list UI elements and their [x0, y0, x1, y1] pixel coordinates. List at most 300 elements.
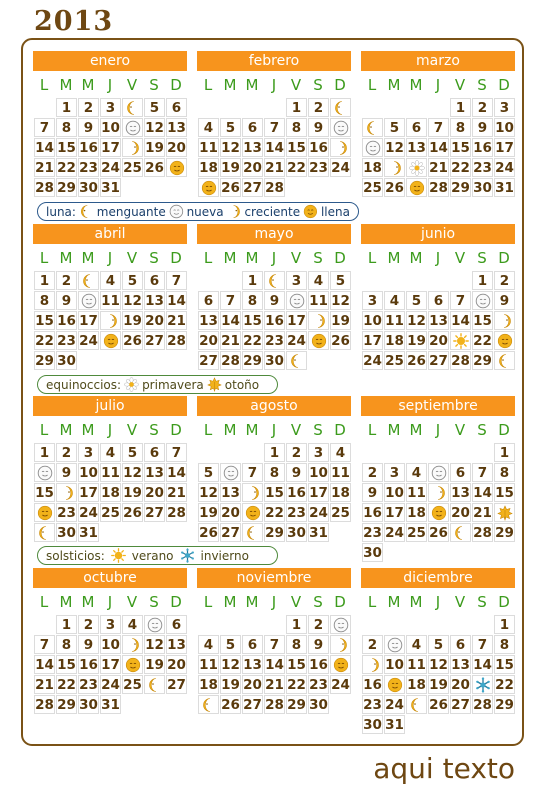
new-moon-icon: [223, 465, 239, 481]
weekday-label: V: [290, 249, 302, 267]
day-cell: 5: [122, 443, 143, 462]
day-cell: 31: [495, 179, 514, 196]
day-cell: 15: [57, 656, 76, 673]
day-cell-new-moon: [330, 118, 351, 137]
day-cell: 19: [429, 676, 448, 693]
day-cell: 14: [221, 312, 240, 329]
weekday-label: S: [477, 76, 487, 94]
day-cell-waning-moon: [144, 675, 165, 694]
weekday-label: V: [126, 76, 138, 94]
equinox-legend-spring: primavera: [142, 377, 204, 392]
day-cell: 3: [494, 98, 515, 117]
day-cell: 25: [407, 524, 426, 541]
waxing-moon-icon: [125, 140, 141, 156]
day-cell-waxing-moon: [428, 483, 449, 502]
waxing-moon-icon: [125, 637, 141, 653]
day-cell: 15: [35, 484, 54, 501]
day-cell: 8: [494, 635, 515, 654]
day-cell-waxing-moon: [330, 138, 351, 157]
waning-moon-icon: [497, 353, 513, 369]
weekday-label: M: [245, 421, 259, 439]
weekday-label: J: [271, 593, 277, 611]
day-cell: 20: [145, 312, 164, 329]
equinox-legend-autumn: otoño: [224, 377, 260, 392]
day-cell: 2: [308, 98, 329, 117]
day-cell: 21: [35, 676, 54, 693]
day-cell: 8: [264, 463, 285, 482]
new-moon-icon: [147, 617, 163, 633]
day-cell: 19: [145, 656, 164, 673]
weekday-header: [361, 248, 515, 268]
weekday-label: D: [498, 249, 510, 267]
day-cell: 1: [34, 443, 55, 462]
day-cell: 13: [145, 292, 164, 309]
weekday-label: J: [107, 249, 113, 267]
weekday-label: L: [39, 249, 49, 267]
weekday-label: S: [313, 249, 323, 267]
month-febrero: [197, 51, 351, 197]
empty-cell: [242, 98, 263, 117]
day-cell: 27: [145, 504, 164, 521]
weekday-label: M: [81, 593, 95, 611]
empty-cell: [220, 271, 241, 290]
day-cell-waxing-moon: [362, 655, 383, 674]
month-title: noviembre: [197, 568, 351, 588]
day-cell-waxing-moon: [384, 158, 405, 177]
day-cell: 29: [473, 352, 492, 369]
day-cell: 12: [385, 139, 404, 156]
weekday-label: S: [313, 76, 323, 94]
weekday-header: [197, 75, 351, 95]
day-cell: 18: [407, 504, 426, 521]
day-cell: 6: [144, 443, 165, 462]
day-cell: 19: [221, 159, 240, 176]
weekday-label: L: [367, 249, 377, 267]
day-cell: 25: [101, 504, 120, 521]
day-grid: [361, 97, 515, 197]
moon-legend-waning: menguante: [96, 204, 166, 219]
day-cell: 27: [243, 696, 262, 713]
day-cell: 9: [78, 635, 99, 654]
day-cell: 28: [167, 332, 186, 349]
day-cell: 30: [473, 179, 492, 196]
day-cell: 18: [363, 159, 382, 176]
day-cell: 4: [330, 443, 351, 462]
day-cell-waning-moon: [286, 351, 307, 370]
weekday-label: D: [498, 421, 510, 439]
day-cell-autumn-equinox: [494, 503, 515, 522]
waning-moon-icon: [289, 353, 305, 369]
weekday-label: D: [334, 421, 346, 439]
weekday-label: M: [245, 249, 259, 267]
day-cell: 13: [407, 139, 426, 156]
day-cell: 16: [79, 656, 98, 673]
day-cell: 13: [145, 464, 164, 481]
day-cell: 9: [78, 118, 99, 137]
day-cell: 11: [385, 312, 404, 329]
day-cell: 30: [309, 696, 328, 713]
full-moon-icon: [201, 180, 217, 196]
empty-cell: [384, 443, 405, 462]
day-cell: 7: [166, 443, 187, 462]
day-cell: 19: [199, 504, 218, 521]
weekday-label: M: [387, 249, 401, 267]
day-cell: 8: [242, 291, 263, 310]
day-cell: 3: [384, 463, 405, 482]
full-moon-icon: [103, 333, 119, 349]
day-cell: 2: [78, 98, 99, 117]
day-cell-waning-moon: [450, 523, 471, 542]
day-cell: 2: [78, 615, 99, 634]
weekday-label: J: [107, 421, 113, 439]
day-cell: 20: [243, 676, 262, 693]
day-cell: 31: [101, 696, 120, 713]
day-cell: 27: [243, 179, 262, 196]
weekday-header: [33, 420, 187, 440]
empty-cell: [406, 443, 427, 462]
day-cell: 28: [35, 179, 54, 196]
day-cell-waxing-moon: [56, 483, 77, 502]
day-cell: 14: [429, 139, 448, 156]
waxing-moon-icon: [245, 485, 261, 501]
month-title: diciembre: [361, 568, 515, 588]
day-cell: 10: [101, 636, 120, 653]
day-cell: 12: [145, 119, 164, 136]
weekday-label: D: [170, 76, 182, 94]
autumn-equinox-icon: [207, 377, 222, 392]
day-cell: 26: [221, 696, 240, 713]
day-cell: 9: [286, 463, 307, 482]
year-title: 2013: [34, 6, 114, 37]
weekday-label: J: [435, 421, 441, 439]
day-cell: 12: [407, 312, 426, 329]
weekday-label: J: [435, 593, 441, 611]
waning-moon-icon: [81, 273, 97, 289]
weekday-label: M: [409, 421, 423, 439]
day-cell: 4: [100, 271, 121, 290]
day-cell: 10: [309, 464, 328, 481]
day-grid: [361, 442, 515, 562]
empty-cell: [198, 443, 219, 462]
day-cell: 30: [57, 524, 76, 541]
weekday-header: [361, 592, 515, 612]
day-cell: 13: [451, 656, 470, 673]
month-title: julio: [33, 396, 187, 416]
waning-moon-icon: [79, 204, 94, 219]
solstice-legend: [37, 546, 278, 565]
day-cell-new-moon: [384, 635, 405, 654]
day-cell: 20: [221, 504, 240, 521]
day-cell: 6: [144, 271, 165, 290]
summer-solstice-icon: [111, 548, 126, 563]
day-cell: 14: [35, 139, 54, 156]
weekday-label: L: [39, 421, 49, 439]
day-cell: 23: [309, 676, 328, 693]
day-cell: 1: [472, 271, 493, 290]
full-moon-icon: [245, 505, 261, 521]
weekday-label: D: [334, 76, 346, 94]
day-cell: 24: [495, 159, 514, 176]
weekday-label: M: [81, 421, 95, 439]
weekday-label: M: [409, 76, 423, 94]
month-title: febrero: [197, 51, 351, 71]
waning-moon-icon: [201, 697, 217, 713]
waxing-moon-icon: [497, 313, 513, 329]
new-moon-icon: [365, 140, 381, 156]
weekday-label: J: [271, 421, 277, 439]
day-cell: 12: [145, 636, 164, 653]
weekday-label: L: [39, 76, 49, 94]
day-cell: 26: [123, 504, 142, 521]
weekday-label: S: [149, 421, 159, 439]
month-octubre: [33, 568, 187, 714]
day-cell: 6: [450, 463, 471, 482]
day-cell: 15: [473, 312, 492, 329]
weekday-label: D: [170, 421, 182, 439]
day-cell: 16: [363, 504, 382, 521]
weekday-label: M: [223, 593, 237, 611]
empty-cell: [264, 615, 285, 634]
day-cell: 5: [220, 118, 241, 137]
waxing-moon-icon: [333, 637, 349, 653]
day-cell: 23: [79, 159, 98, 176]
waxing-moon-icon: [431, 485, 447, 501]
weekday-header: [197, 420, 351, 440]
day-cell: 23: [309, 159, 328, 176]
day-cell-waning-moon: [494, 351, 515, 370]
day-cell: 22: [35, 332, 54, 349]
day-cell: 26: [429, 696, 448, 713]
day-grid: [33, 442, 187, 542]
weekday-header: [33, 75, 187, 95]
day-cell: 14: [265, 656, 284, 673]
day-cell: 9: [264, 291, 285, 310]
empty-cell: [34, 98, 55, 117]
day-cell: 4: [384, 291, 405, 310]
empty-cell: [450, 615, 471, 634]
day-cell: 7: [34, 118, 55, 137]
day-cell: 26: [199, 524, 218, 541]
day-cell: 25: [123, 159, 142, 176]
day-cell: 31: [79, 524, 98, 541]
day-cell-waning-moon: [78, 271, 99, 290]
weekday-label: S: [313, 421, 323, 439]
new-moon-icon: [289, 293, 305, 309]
weekday-label: J: [107, 76, 113, 94]
waning-moon-icon: [267, 273, 283, 289]
day-cell: 17: [101, 139, 120, 156]
day-cell: 4: [122, 615, 143, 634]
day-cell: 15: [57, 139, 76, 156]
weekday-label: S: [313, 593, 323, 611]
day-cell: 7: [428, 118, 449, 137]
weekday-label: L: [367, 76, 377, 94]
weekday-label: V: [126, 421, 138, 439]
day-cell: 16: [363, 676, 382, 693]
day-cell: 17: [79, 484, 98, 501]
day-cell: 1: [264, 443, 285, 462]
new-moon-icon: [431, 465, 447, 481]
day-cell-new-moon: [220, 463, 241, 482]
weekday-label: D: [334, 249, 346, 267]
empty-cell: [242, 615, 263, 634]
day-cell: 27: [145, 332, 164, 349]
day-cell: 14: [265, 139, 284, 156]
weekday-label: D: [498, 76, 510, 94]
day-cell-winter-solstice: [472, 675, 493, 694]
day-cell: 4: [198, 635, 219, 654]
day-cell: 11: [101, 292, 120, 309]
day-grid: [197, 97, 351, 197]
day-cell: 6: [198, 291, 219, 310]
day-cell: 21: [221, 332, 240, 349]
day-cell: 3: [100, 615, 121, 634]
day-cell: 24: [309, 504, 328, 521]
day-cell: 23: [57, 504, 76, 521]
empty-cell: [362, 98, 383, 117]
day-cell: 25: [123, 676, 142, 693]
day-cell: 28: [451, 352, 470, 369]
day-cell: 16: [57, 312, 76, 329]
day-cell: 24: [385, 524, 404, 541]
day-cell: 8: [286, 118, 307, 137]
day-cell: 28: [473, 696, 492, 713]
full-moon-icon: [303, 204, 318, 219]
day-cell: 15: [243, 312, 262, 329]
weekday-label: V: [454, 76, 466, 94]
empty-cell: [428, 615, 449, 634]
day-cell: 11: [199, 139, 218, 156]
day-cell-waxing-moon: [100, 311, 121, 330]
day-cell: 7: [472, 635, 493, 654]
day-cell: 14: [473, 484, 492, 501]
day-cell: 12: [123, 292, 142, 309]
day-cell-waning-moon: [406, 695, 427, 714]
day-cell: 3: [308, 443, 329, 462]
day-cell: 2: [308, 615, 329, 634]
day-cell: 15: [265, 484, 284, 501]
day-cell: 16: [79, 139, 98, 156]
day-cell: 17: [363, 332, 382, 349]
day-cell: 1: [450, 98, 471, 117]
day-cell: 6: [406, 118, 427, 137]
day-cell: 17: [309, 484, 328, 501]
day-cell: 6: [242, 118, 263, 137]
day-cell: 5: [122, 271, 143, 290]
weekday-label: L: [367, 421, 377, 439]
waxing-moon-icon: [311, 313, 327, 329]
day-cell: 28: [265, 696, 284, 713]
weekday-label: M: [409, 593, 423, 611]
day-grid: [197, 442, 351, 542]
month-title: septiembre: [361, 396, 515, 416]
day-cell: 19: [123, 312, 142, 329]
day-cell: 29: [57, 696, 76, 713]
day-cell: 22: [243, 332, 262, 349]
day-cell: 19: [221, 676, 240, 693]
weekday-label: J: [435, 249, 441, 267]
day-cell-new-moon: [144, 615, 165, 634]
day-cell: 22: [57, 159, 76, 176]
day-cell: 29: [265, 524, 284, 541]
day-cell-new-moon: [330, 615, 351, 634]
day-cell: 21: [167, 484, 186, 501]
day-cell: 14: [35, 656, 54, 673]
empty-cell: [406, 271, 427, 290]
full-moon-icon: [169, 160, 185, 176]
day-cell-new-moon: [122, 118, 143, 137]
month-septiembre: [361, 396, 515, 562]
day-cell: 24: [331, 676, 350, 693]
day-cell: 15: [495, 656, 514, 673]
day-cell: 2: [56, 271, 77, 290]
waning-moon-icon: [147, 677, 163, 693]
empty-cell: [450, 443, 471, 462]
day-cell: 31: [101, 179, 120, 196]
day-cell: 13: [167, 119, 186, 136]
day-cell-full-moon: [34, 503, 55, 522]
weekday-label: M: [59, 421, 73, 439]
weekday-label: S: [477, 249, 487, 267]
day-cell: 20: [451, 676, 470, 693]
day-cell: 28: [167, 504, 186, 521]
day-cell: 18: [101, 484, 120, 501]
day-cell: 23: [57, 332, 76, 349]
day-cell: 1: [286, 98, 307, 117]
day-grid: [33, 270, 187, 370]
day-cell: 3: [100, 98, 121, 117]
waning-moon-icon: [333, 100, 349, 116]
day-cell: 26: [331, 332, 350, 349]
month-junio: [361, 224, 515, 370]
day-cell: 6: [428, 291, 449, 310]
waxing-moon-icon: [387, 160, 403, 176]
solstice-legend-winter: invierno: [200, 548, 249, 563]
day-cell: 13: [167, 636, 186, 653]
day-cell-full-moon: [308, 331, 329, 350]
day-cell: 9: [362, 483, 383, 502]
empty-cell: [472, 615, 493, 634]
day-cell: 29: [451, 179, 470, 196]
solstice-legend-summer: verano: [131, 548, 174, 563]
day-cell: 7: [450, 291, 471, 310]
new-moon-icon: [387, 637, 403, 653]
day-cell: 24: [79, 332, 98, 349]
day-cell: 16: [287, 484, 306, 501]
day-cell-full-moon: [122, 655, 143, 674]
full-moon-icon: [37, 505, 53, 521]
empty-cell: [406, 615, 427, 634]
empty-cell: [406, 98, 427, 117]
weekday-label: L: [203, 76, 213, 94]
day-cell: 3: [78, 443, 99, 462]
day-cell-waxing-moon: [494, 311, 515, 330]
moon-legend-title: luna:: [46, 204, 76, 219]
new-moon-icon: [169, 204, 184, 219]
empty-cell: [220, 443, 241, 462]
new-moon-icon: [333, 617, 349, 633]
day-cell: 12: [429, 656, 448, 673]
day-cell: 8: [494, 463, 515, 482]
day-cell-new-moon: [34, 463, 55, 482]
day-cell: 17: [101, 656, 120, 673]
day-cell: 7: [472, 463, 493, 482]
day-cell-waxing-moon: [308, 311, 329, 330]
day-cell: 15: [451, 139, 470, 156]
day-cell: 25: [331, 504, 350, 521]
day-cell: 23: [363, 696, 382, 713]
day-cell: 28: [473, 524, 492, 541]
